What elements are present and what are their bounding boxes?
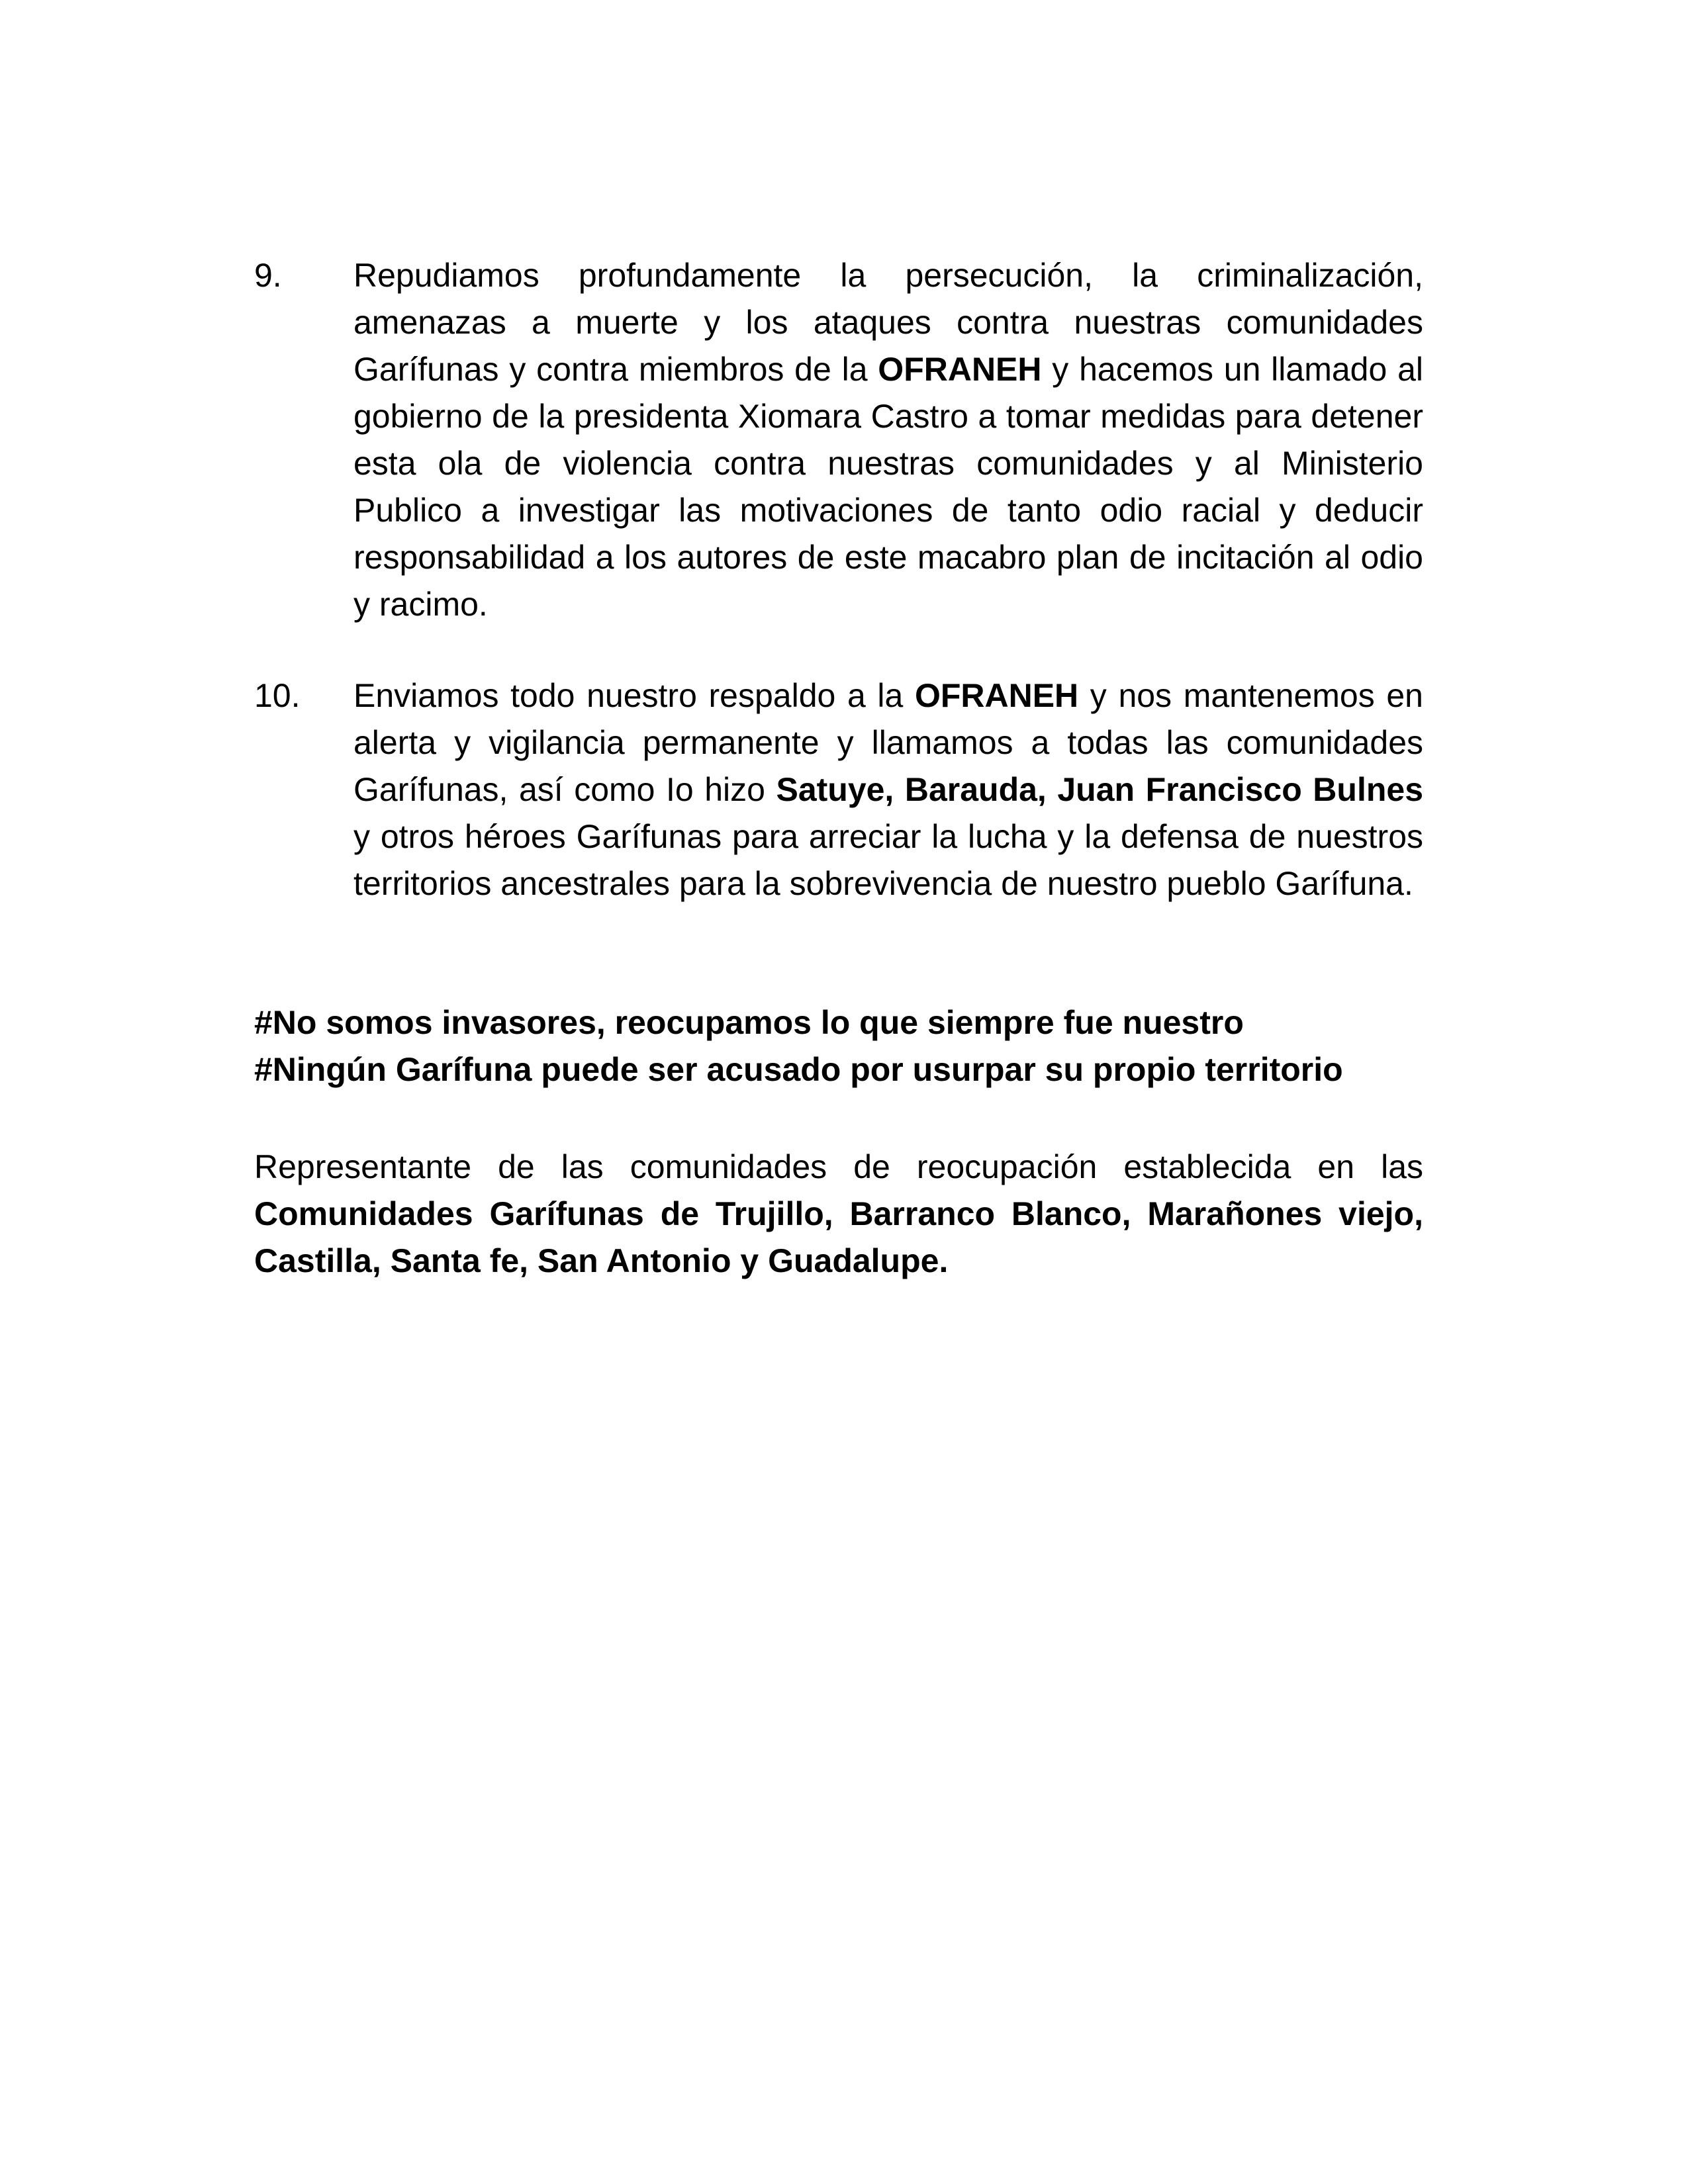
text-segment: y otros héroes Garífunas para arreciar la lucha y la defensa de nuestros territorios ancestrales para la sobrevivencia de nuestro pueblo Garífuna.: [353, 818, 1423, 902]
signature-block: [254, 1144, 1423, 1285]
org-name-ofraneh: OFRANEH: [878, 351, 1042, 388]
org-name-ofraneh: OFRANEH: [914, 677, 1079, 714]
text-segment: Enviamos todo nuestro respaldo a la: [353, 677, 915, 714]
list-item-text: [353, 252, 1423, 628]
text-segment: y nos mantenemos en alerta y vigilancia permanente y llamamos a todas las comunidades Garífunas, así como Io hizo: [353, 677, 1423, 808]
hashtag-block: [254, 999, 1423, 1093]
hashtag-line-1: #No somos invasores, reocupamos lo que siempre fue nuestro: [254, 1004, 1244, 1041]
text-segment: y hacemos un llamado al gobierno de la presidenta Xiomara Castro a tomar medidas para detener esta ola de violencia contra nuestras comunidades y al Ministerio Publico a investigar las motivaciones de tanto odio racial y deducir responsabilidad a los autores de este macabro plan de incitación al odio y racimo.: [353, 351, 1423, 623]
signature-communities: Comunidades Garífunas de Trujillo, Barranco Blanco, Marañones viejo, Castilla, Santa fe, San Antonio y Guadalupe.: [254, 1195, 1423, 1279]
heroes-names: Satuye, Barauda, Juan Francisco Bulnes: [776, 771, 1423, 808]
list-item-number: 10.: [254, 677, 301, 714]
list-item-number: 9.: [254, 257, 282, 294]
text-segment: Repudiamos profundamente la persecución, la criminalización, amenazas a muerte y los ataques contra nuestras comunidades Garífunas y contra miembros de la: [353, 257, 1423, 388]
list-item-text: [353, 672, 1423, 907]
hashtag-line-2: #Ningún Garífuna puede ser acusado por usurpar su propio territorio: [254, 1051, 1343, 1088]
signature-intro: Representante de las comunidades de reocupación establecida en las: [254, 1148, 1423, 1185]
